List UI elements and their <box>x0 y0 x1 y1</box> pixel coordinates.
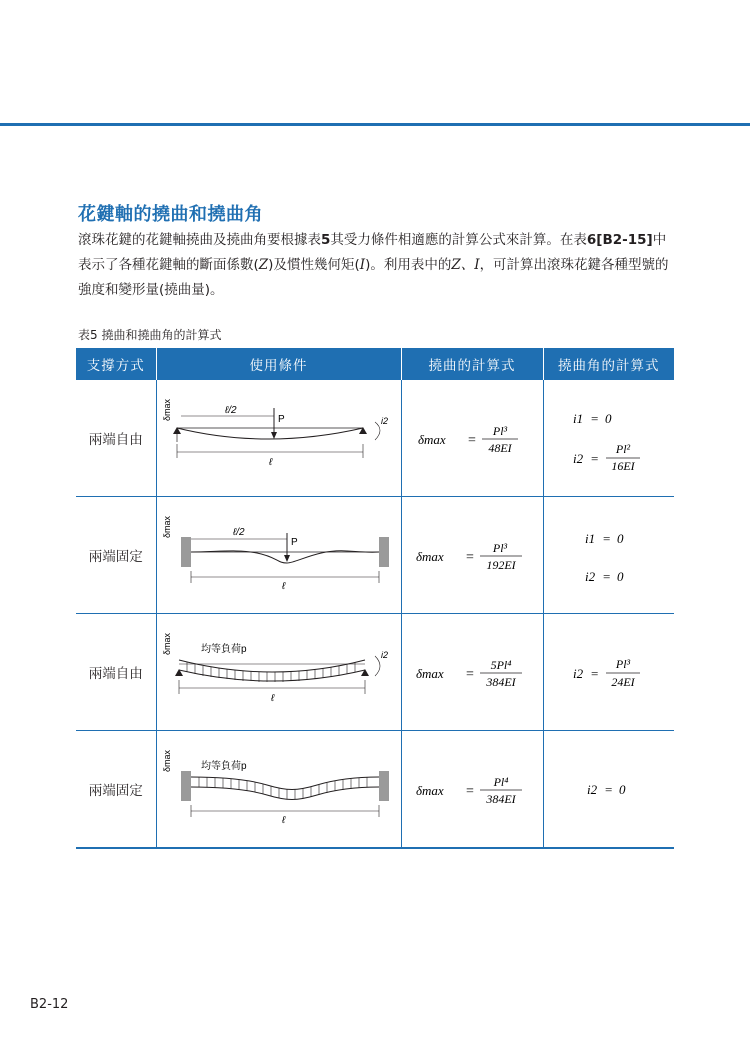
intro-paragraph <box>78 228 678 303</box>
angle-formula-cell <box>543 380 674 497</box>
left-wall <box>181 537 191 567</box>
intro-text-6: ，可計算出滾珠花鍵各種型號的強度和變形量(撓曲量)。 <box>78 257 669 298</box>
uniform-load-label: 均等負荷p <box>200 761 247 772</box>
formula-equals: = <box>604 782 613 797</box>
span-label: ℓ <box>268 457 272 468</box>
load-label: P <box>277 414 285 425</box>
half-span-label: ℓ/2 <box>224 405 237 416</box>
formula-equals: = <box>466 667 474 682</box>
table-row <box>76 614 674 731</box>
table-row <box>76 380 674 497</box>
delta-max-label: δmax <box>161 632 172 655</box>
formula-numerator: Pl⁴ <box>493 775 509 789</box>
formula-i2-symbol: i2 <box>572 666 583 681</box>
condition-cell <box>156 614 401 731</box>
table-row <box>76 731 674 849</box>
intro-text-2: 其受力條件相適應的計算公式來計算。在表 <box>330 232 587 248</box>
right-wall <box>379 537 389 567</box>
formula-delta-symbol: δmax <box>416 783 444 798</box>
left-wall <box>181 771 191 801</box>
table-row <box>76 497 674 614</box>
formula-i2-symbol: i2 <box>572 451 583 466</box>
table-header-row <box>76 348 674 380</box>
formula-i2-symbol: i2 <box>586 782 597 797</box>
deflection-formula <box>412 535 532 575</box>
formula-zero: 0 <box>604 411 612 426</box>
deflection-formula <box>412 769 532 809</box>
table-caption: 表5 撓曲和撓曲角的計算式 <box>78 328 222 342</box>
formula-i2-symbol: i2 <box>584 569 595 584</box>
formula-equals: = <box>590 411 599 426</box>
table6-ref: 6[B2-15] <box>586 232 653 248</box>
delta-max-label: δmax <box>161 749 172 772</box>
simply-supported-uniform-load-diagram <box>157 614 402 730</box>
formula-equals: = <box>466 784 474 799</box>
angle-arc <box>375 422 380 440</box>
left-support <box>175 669 183 676</box>
angle-formula <box>559 652 659 692</box>
formula-denominator: 16EI <box>611 459 635 473</box>
angle-formula-cell <box>543 497 674 614</box>
span-label: ℓ <box>281 581 285 592</box>
symbol-i: I <box>359 257 366 273</box>
deflection-curve <box>177 428 363 439</box>
formula-equals: = <box>468 433 476 448</box>
delta-max-label: δmax <box>161 515 172 538</box>
formula-equals: = <box>602 569 611 584</box>
deflection-formula-cell <box>401 380 543 497</box>
half-span-label: ℓ/2 <box>232 527 245 538</box>
formula-zero: 0 <box>616 569 624 584</box>
angle-formula <box>559 403 659 473</box>
formula-numerator: Pl² <box>615 442 630 456</box>
deflection-formula <box>412 418 532 458</box>
condition-cell <box>156 731 401 849</box>
support-type: 兩端自由 <box>76 614 156 731</box>
angle-formula-cell <box>543 614 674 731</box>
delta-max-label: δmax <box>161 398 172 421</box>
col-header-support: 支撐方式 <box>76 348 156 380</box>
condition-cell <box>156 380 401 497</box>
deflection-formula-cell <box>401 497 543 614</box>
right-support <box>361 669 369 676</box>
formula-delta-symbol: δmax <box>416 666 444 681</box>
formula-numerator: Pl³ <box>492 541 508 555</box>
condition-cell <box>156 497 401 614</box>
angle-label: i2 <box>380 650 388 660</box>
symbol-zi: Z、I <box>451 257 480 273</box>
angle-arc <box>375 656 380 676</box>
formula-numerator: 5Pl⁴ <box>490 658 512 672</box>
angle-formula-cell <box>543 731 674 849</box>
load-top-curve <box>179 660 365 672</box>
formula-numerator: Pl³ <box>615 657 630 671</box>
load-arrow-head <box>271 432 277 439</box>
deflection-table <box>76 348 674 849</box>
intro-text-5: )。利用表中的 <box>365 257 452 273</box>
col-header-deflection: 撓曲的計算式 <box>401 348 543 380</box>
formula-denominator: 48EI <box>488 441 512 455</box>
formula-i1-symbol: i1 <box>572 411 583 426</box>
formula-denominator: 192EI <box>486 558 516 572</box>
intro-text-3: 中表示了各種花鍵軸的斷面係數( <box>78 232 667 273</box>
symbol-z: Z <box>258 257 269 273</box>
angle-formula <box>559 774 659 804</box>
deflection-formula-cell <box>401 614 543 731</box>
page-number: B2-12 <box>30 997 69 1012</box>
formula-equals: = <box>602 531 611 546</box>
formula-denominator: 384EI <box>486 792 516 806</box>
formula-i1-symbol: i1 <box>584 531 595 546</box>
formula-equals: = <box>590 451 599 466</box>
col-header-condition: 使用條件 <box>156 348 401 380</box>
angle-formula <box>559 523 659 587</box>
uniform-load-label: 均等負荷p <box>200 644 247 655</box>
load-label: P <box>290 537 298 548</box>
support-type: 兩端自由 <box>76 380 156 497</box>
support-type: 兩端固定 <box>76 731 156 849</box>
right-wall <box>379 771 389 801</box>
formula-zero: 0 <box>616 531 624 546</box>
col-header-angle: 撓曲角的計算式 <box>543 348 674 380</box>
formula-zero: 0 <box>618 782 626 797</box>
header-rule <box>0 123 750 126</box>
section-title: 花鍵軸的撓曲和撓曲角 <box>78 204 263 225</box>
formula-denominator: 24EI <box>611 675 635 689</box>
support-type: 兩端固定 <box>76 497 156 614</box>
intro-text-4: )及慣性幾何矩( <box>268 257 360 273</box>
deflection-formula <box>412 652 532 692</box>
deflection-formula-cell <box>401 731 543 849</box>
formula-delta-symbol: δmax <box>416 549 444 564</box>
formula-numerator: Pl³ <box>492 424 508 438</box>
intro-text-1: 滾珠花鍵的花鍵軸撓曲及撓曲角要根據表 <box>78 232 321 248</box>
fixed-uniform-load-diagram <box>157 731 402 847</box>
table5-ref: 5 <box>321 232 331 248</box>
load-arrow-head <box>284 555 290 562</box>
formula-delta-symbol: δmax <box>418 432 446 447</box>
formula-equals: = <box>466 550 474 565</box>
angle-label: i2 <box>380 416 388 426</box>
fixed-point-load-diagram <box>157 497 402 613</box>
simply-supported-point-load-diagram <box>157 380 402 496</box>
formula-denominator: 384EI <box>486 675 516 689</box>
span-label: ℓ <box>270 693 274 704</box>
span-label: ℓ <box>281 815 285 826</box>
formula-equals: = <box>590 666 599 681</box>
